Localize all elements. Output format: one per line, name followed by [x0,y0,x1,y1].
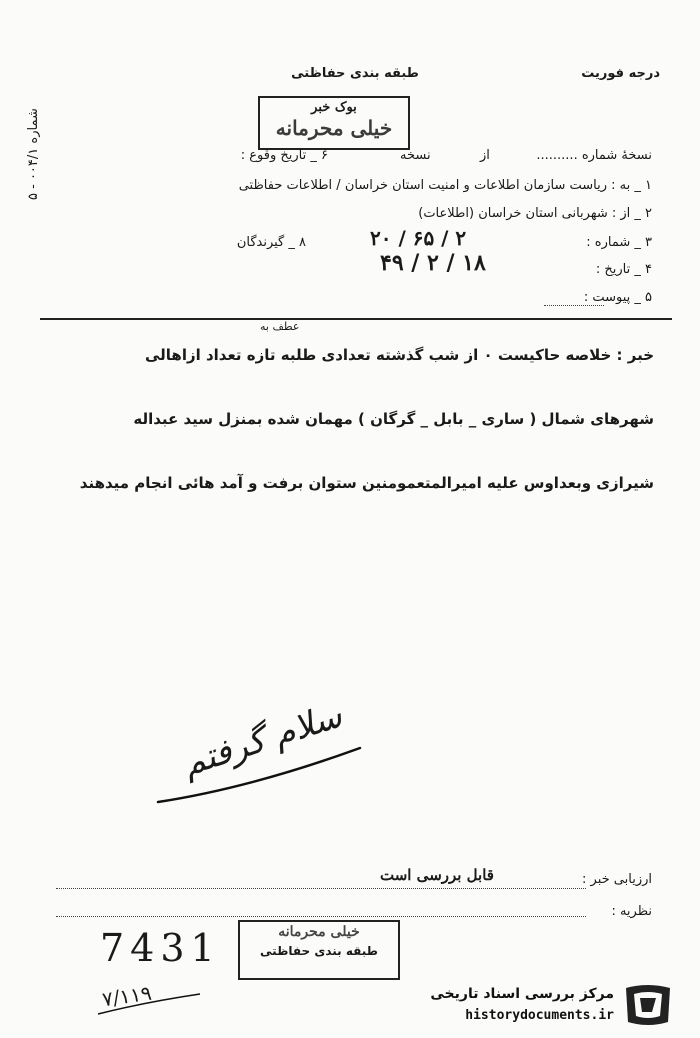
from-label: از [480,148,490,163]
body-line-1: خبر : خلاصه حاکیست ۰ از شب گذشته تعدادی طلبه تازه تعداد ازاهالی [144,346,654,364]
copy-number: نسخهٔ شماره .......... [536,148,652,163]
watermark-title: مرکز بررسی اسناد تاریخی [430,986,614,1002]
side-file-number: شماره ۰۰۴/۱ - ۵ [26,108,41,200]
bottom-stamp-main: خیلی محرمانه [278,924,360,940]
bottom-classification-stamp [238,920,400,980]
subject-note: عطف به [260,320,300,333]
body-line-2: شهرهای شمال ( ساری _ بابل _ گرگان ) مهمان شده بمنزل سید عبداله [133,410,654,428]
signature: سلام گرفتم [177,695,347,785]
handwritten-number-2: ۷/۱۱۹ [100,980,154,1012]
recipients-label: ۸ _ گیرندگان [236,235,306,250]
stamp-top-main: خیلی محرمانه [275,116,393,140]
classification-label: طبقه بندی حفاظتی [291,66,419,81]
archive-logo-icon [622,982,676,1030]
form-line-to: ۱ _ به : ریاست سازمان اطلاعات و امنیت استان خراسان / اطلاعات حفاظتی [238,178,652,193]
evaluation-value: قابل بررسی است [380,866,494,884]
evaluation-dots [56,888,586,889]
priority-label: درجه فوریت [581,66,660,81]
form-line-date: ۴ _ تاریخ : [595,262,652,277]
body-line-3: شیرازی وبعداوس علیه امیرالمتعمومنین ستوان برفت و آمد هائی انجام میدهند [79,474,654,492]
form-line-attachment: ۵ _ پیوست : [583,290,652,305]
opinion-dots [56,916,586,917]
copy-label: نسخه [400,148,431,163]
form-date-value: ۴۹ / ۲ / ۱۸ [380,250,486,276]
evaluation-label: ارزیابی خبر : [582,872,652,887]
handwritten-underline [96,990,206,1020]
watermark-url: historydocuments.ir [465,1008,614,1023]
form-line-number: ۳ _ شماره : [586,235,652,250]
header-divider [40,318,672,320]
date-of-event: ۶ _ تاریخ وقوع : [240,148,328,163]
form-line-from: ۲ _ از : شهربانی استان خراسان (اطلاعات) [418,206,652,221]
signature-stroke [150,740,370,810]
opinion-label: نظریه : [611,904,652,919]
watermark [420,982,680,1032]
bottom-stamp-text: طبقه بندی حفاظتی [260,944,378,958]
handwritten-number: 7431 [100,926,221,970]
attachment-dots [544,305,604,306]
classification-stamp [258,96,410,150]
stamp-top-text: بوک خبر [311,100,357,115]
form-number-value: ۲۰ / ۶۵ / ۲ [370,226,467,250]
